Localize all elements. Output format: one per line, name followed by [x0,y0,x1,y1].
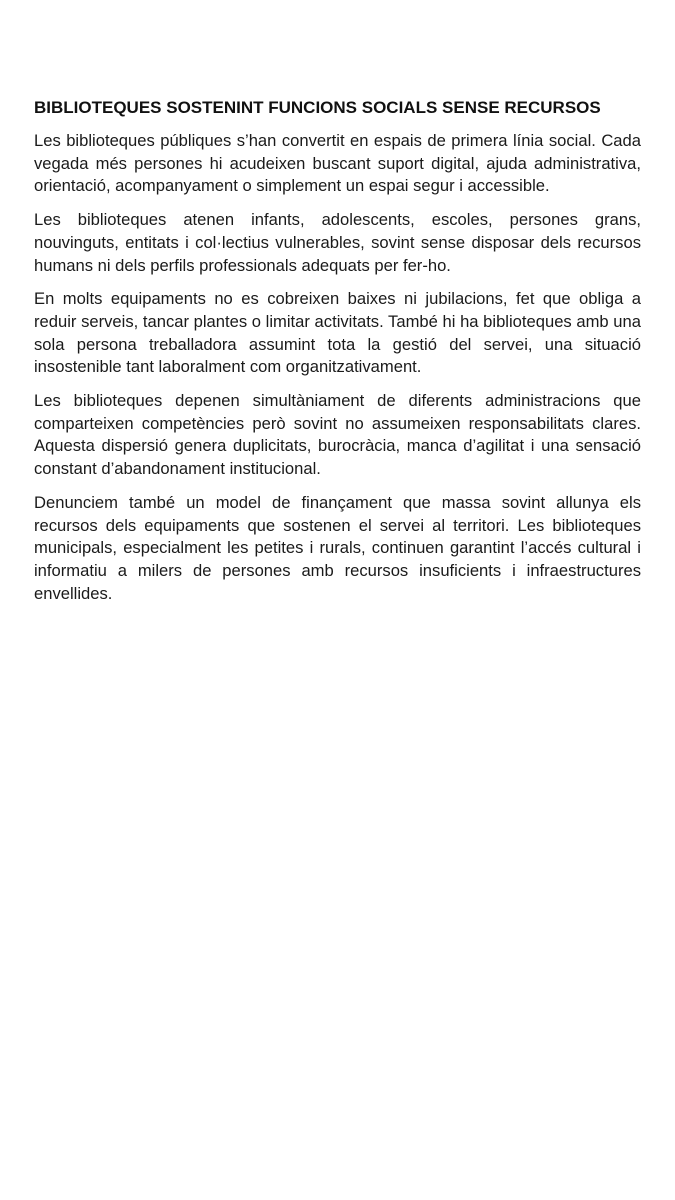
paragraph-1: Les biblioteques públiques s’han convertit en espais de primera línia social. Cada vegada més persones hi acudeixen buscant suport digital, ajuda administrativa, orientació, acompanyament o simplement un espai segur i accessible. [34,131,641,196]
paragraph-2: Les biblioteques atenen infants, adolescents, escoles, persones grans, nouvinguts, entitats i col·lectius vulnerables, sovint sense disposar dels recursos humans ni dels perfils professionals adequats per fer-ho. [34,210,641,275]
paragraph-4: Les biblioteques depenen simultàniament de diferents administracions que comparteixen competències però sovint no assumeixen responsabilitats clares. Aquesta dispersió genera duplicitats, burocràcia, manca d’agilitat i una sensació constant d’abandonament institucional. [34,391,641,479]
document-title: BIBLIOTEQUES SOSTENINT FUNCIONS SOCIALS SENSE RECURSOS [34,98,601,117]
paragraph-3: En molts equipaments no es cobreixen baixes ni jubilacions, fet que obliga a reduir serveis, tancar plantes o limitar activitats. També hi ha biblioteques amb una sola persona treballadora assumint tota la gestió del servei, una situació insostenible tant laboralment com organitzativament. [34,289,641,377]
paragraph-5: Denunciem també un model de finançament que massa sovint allunya els recursos dels equipaments que sostenen el servei al territori. Les biblioteques municipals, especialment les petites i rurals, continuen garantint l’accés cultural i informatiu a milers de persones amb recursos insuficients i infraestructures envellides. [34,492,641,603]
